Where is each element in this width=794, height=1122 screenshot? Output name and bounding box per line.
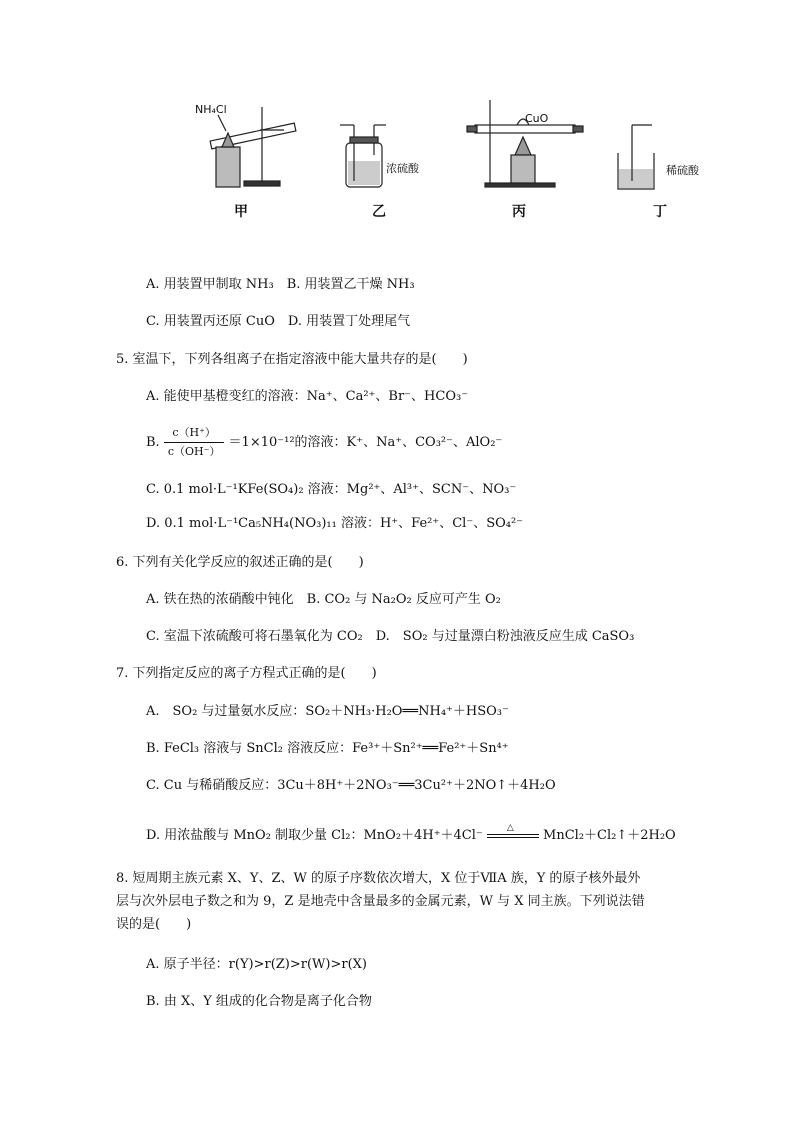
q5-option-a: A. 能使甲基橙变红的溶液：Na⁺、Ca²⁺、Br⁻、HCO₃⁻ — [146, 389, 469, 404]
caption-ding: 丁 — [653, 204, 667, 220]
q8-option-b: B. 由 X、Y 组成的化合物是离子化合物 — [146, 994, 372, 1009]
q4-options-cd: C. 用装置丙还原 CuO D. 用装置丁处理尾气 — [146, 314, 411, 329]
q6-options-cd: C. 室温下浓硫酸可将石墨氧化为 CO₂ D. SO₂ 与过量漂白粉浊液反应生成 CaSO₃ — [146, 629, 635, 644]
q7-option-d-left: D. 用浓盐酸与 MnO₂ 制取少量 Cl₂：MnO₂＋4H⁺＋4Cl⁻ — [146, 828, 483, 843]
label-cuo: CuO — [525, 112, 549, 125]
q7-option-c: C. Cu 与稀硝酸反应：3Cu＋8H⁺＋2NO₃⁻══3Cu²⁺＋2NO↑＋4H₂O — [146, 778, 556, 793]
heat-arrow — [487, 822, 539, 843]
q5-fraction-numerator: c（H⁺） — [164, 424, 225, 443]
q5-option-b-prefix: B. — [146, 435, 160, 450]
q5-option-d: D. 0.1 mol·L⁻¹Ca₅NH₄(NO₃)₁₁ 溶液：H⁺、Fe²⁺、Cl⁻、SO₄²⁻ — [146, 516, 524, 531]
q5-option-c: C. 0.1 mol·L⁻¹KFe(SO₄)₂ 溶液：Mg²⁺、Al³⁺、SCN⁻、NO₃⁻ — [146, 482, 517, 497]
q7-option-d-right: MnCl₂＋Cl₂↑＋2H₂O — [543, 828, 676, 843]
apparatus-yi — [340, 125, 386, 187]
q6-stem: 6. 下列有关化学反应的叙述正确的是( ) — [116, 555, 364, 570]
q7-option-a: A. SO₂ 与过量氨水反应：SO₂＋NH₃·H₂O══NH₄⁺＋HSO₃⁻ — [146, 704, 509, 719]
equal-line-bottom — [487, 837, 539, 838]
q7-option-d — [146, 822, 676, 845]
q4-options-ab: A. 用装置甲制取 NH₃ B. 用装置乙干燥 NH₃ — [146, 277, 415, 292]
label-conc-sulfuric-acid: 浓硫酸 — [386, 162, 419, 175]
heat-symbol: △ — [506, 822, 514, 833]
q5-option-b-rest: ＝1×10⁻¹²的溶液：K⁺、Na⁺、CO₃²⁻、AlO₂⁻ — [228, 435, 503, 450]
q8-option-a: A. 原子半径：r(Y)>r(Z)>r(W)>r(X) — [146, 957, 367, 972]
apparatus-ding — [618, 125, 654, 189]
apparatus-jia — [210, 107, 296, 187]
label-dilute-sulfuric-acid: 稀硫酸 — [666, 164, 699, 177]
apparatus-figure — [180, 95, 720, 220]
caption-bing: 丙 — [512, 204, 526, 220]
q5-fraction-denominator: c（OH⁻） — [167, 445, 221, 458]
caption-jia: 甲 — [234, 204, 248, 220]
apparatus-drawing — [180, 95, 720, 220]
q8-stem-line1: 8. 短周期主族元素 X、Y、Z、W 的原子序数依次增大，X 位于ⅦA 族，Y 的原子核外最外 — [116, 871, 641, 886]
q7-option-b: B. FeCl₃ 溶液与 SnCl₂ 溶液反应：Fe³⁺＋Sn²⁺══Fe²⁺＋Sn⁴⁺ — [146, 741, 509, 756]
caption-yi: 乙 — [372, 204, 386, 220]
q5-fraction — [164, 424, 225, 461]
q6-options-ab: A. 铁在热的浓硝酸中钝化 B. CO₂ 与 Na₂O₂ 反应可产生 O₂ — [146, 592, 501, 607]
q8-stem-line3: 误的是( ) — [116, 917, 192, 932]
label-nh4cl: NH₄Cl — [195, 103, 227, 116]
q7-stem: 7. 下列指定反应的离子方程式正确的是( ) — [116, 666, 377, 681]
q5-option-b — [146, 424, 502, 461]
q5-stem: 5. 室温下，下列各组离子在指定溶液中能大量共存的是( ) — [116, 352, 468, 367]
q8-stem-line2: 层与次外层电子数之和为 9，Z 是地壳中含量最多的金属元素，W 与 X 同主族。下列说法错 — [116, 894, 645, 909]
equal-line-top — [487, 834, 539, 835]
